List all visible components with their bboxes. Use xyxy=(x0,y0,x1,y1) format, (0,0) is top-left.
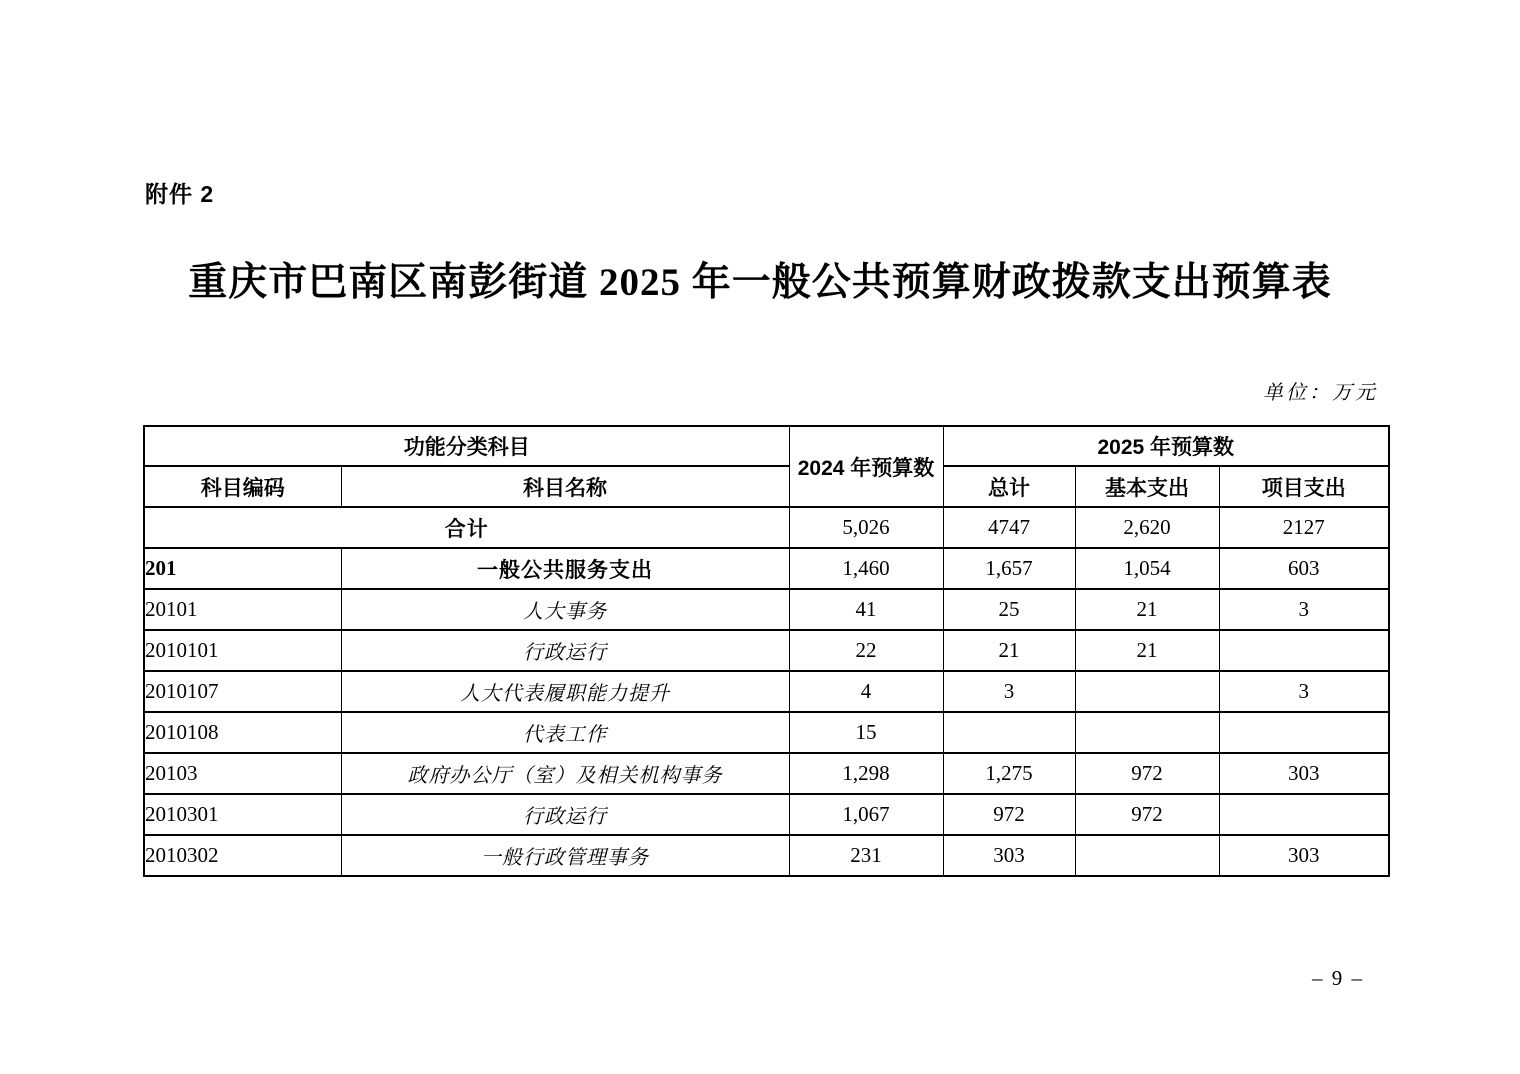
unit-note: 单位：万元 xyxy=(1263,382,1378,404)
header-subject-code: 科目编码 xyxy=(144,466,341,507)
cell-2024: 22 xyxy=(789,630,943,671)
page-number: – 9 – xyxy=(1312,966,1364,990)
cell-project: 603 xyxy=(1219,548,1389,589)
table-row xyxy=(144,794,1389,835)
table-row xyxy=(144,630,1389,671)
cell-project: 303 xyxy=(1219,835,1389,876)
cell-2024: 4 xyxy=(789,671,943,712)
cell-project: 3 xyxy=(1219,671,1389,712)
cell-total: 3 xyxy=(943,671,1075,712)
attachment-label: 附件 2 xyxy=(145,181,215,207)
cell-basic: 1,054 xyxy=(1075,548,1219,589)
cell-project xyxy=(1219,794,1389,835)
cell-2024: 41 xyxy=(789,589,943,630)
cell-basic: 21 xyxy=(1075,630,1219,671)
cell-name: 合计 xyxy=(144,507,789,548)
page-title: 重庆市巴南区南彭街道 2025 年一般公共预算财政拨款支出预算表 xyxy=(188,261,1332,304)
cell-2024: 5,026 xyxy=(789,507,943,548)
table-header-row-2 xyxy=(144,466,1389,507)
cell-name: 一般公共服务支出 xyxy=(341,548,789,589)
cell-basic: 972 xyxy=(1075,794,1219,835)
cell-total: 972 xyxy=(943,794,1075,835)
table-row xyxy=(144,712,1389,753)
header-budget-2024: 2024 年预算数 xyxy=(789,426,943,507)
cell-name: 行政运行 xyxy=(341,794,789,835)
header-basic-expenditure: 基本支出 xyxy=(1075,466,1219,507)
budget-table xyxy=(143,425,1390,877)
cell-name: 政府办公厅（室）及相关机构事务 xyxy=(341,753,789,794)
header-subject-name: 科目名称 xyxy=(341,466,789,507)
cell-name: 人大事务 xyxy=(341,589,789,630)
cell-name: 一般行政管理事务 xyxy=(341,835,789,876)
cell-code: 201 xyxy=(144,548,341,589)
cell-2024: 1,460 xyxy=(789,548,943,589)
header-function-category: 功能分类科目 xyxy=(144,426,789,466)
table-row xyxy=(144,548,1389,589)
cell-code: 2010108 xyxy=(144,712,341,753)
cell-project xyxy=(1219,630,1389,671)
cell-name: 行政运行 xyxy=(341,630,789,671)
cell-total: 4747 xyxy=(943,507,1075,548)
cell-basic: 21 xyxy=(1075,589,1219,630)
cell-total: 25 xyxy=(943,589,1075,630)
cell-project xyxy=(1219,712,1389,753)
cell-name: 人大代表履职能力提升 xyxy=(341,671,789,712)
header-total: 总计 xyxy=(943,466,1075,507)
table-row-total xyxy=(144,507,1389,548)
cell-basic: 2,620 xyxy=(1075,507,1219,548)
header-budget-2025: 2025 年预算数 xyxy=(943,426,1389,466)
table-row xyxy=(144,671,1389,712)
cell-name: 代表工作 xyxy=(341,712,789,753)
table-row xyxy=(144,753,1389,794)
cell-total: 1,275 xyxy=(943,753,1075,794)
cell-2024: 231 xyxy=(789,835,943,876)
cell-basic xyxy=(1075,835,1219,876)
cell-code: 20103 xyxy=(144,753,341,794)
cell-code: 2010302 xyxy=(144,835,341,876)
cell-code: 2010101 xyxy=(144,630,341,671)
cell-project: 3 xyxy=(1219,589,1389,630)
cell-basic: 972 xyxy=(1075,753,1219,794)
cell-2024: 15 xyxy=(789,712,943,753)
cell-total xyxy=(943,712,1075,753)
cell-project: 303 xyxy=(1219,753,1389,794)
table-row xyxy=(144,589,1389,630)
cell-project: 2127 xyxy=(1219,507,1389,548)
cell-code: 2010301 xyxy=(144,794,341,835)
cell-total: 1,657 xyxy=(943,548,1075,589)
table-header-row-1 xyxy=(144,426,1389,466)
table-row xyxy=(144,835,1389,876)
cell-2024: 1,067 xyxy=(789,794,943,835)
cell-total: 21 xyxy=(943,630,1075,671)
cell-total: 303 xyxy=(943,835,1075,876)
cell-code: 20101 xyxy=(144,589,341,630)
cell-basic xyxy=(1075,671,1219,712)
cell-basic xyxy=(1075,712,1219,753)
header-project-expenditure: 项目支出 xyxy=(1219,466,1389,507)
cell-2024: 1,298 xyxy=(789,753,943,794)
cell-code: 2010107 xyxy=(144,671,341,712)
